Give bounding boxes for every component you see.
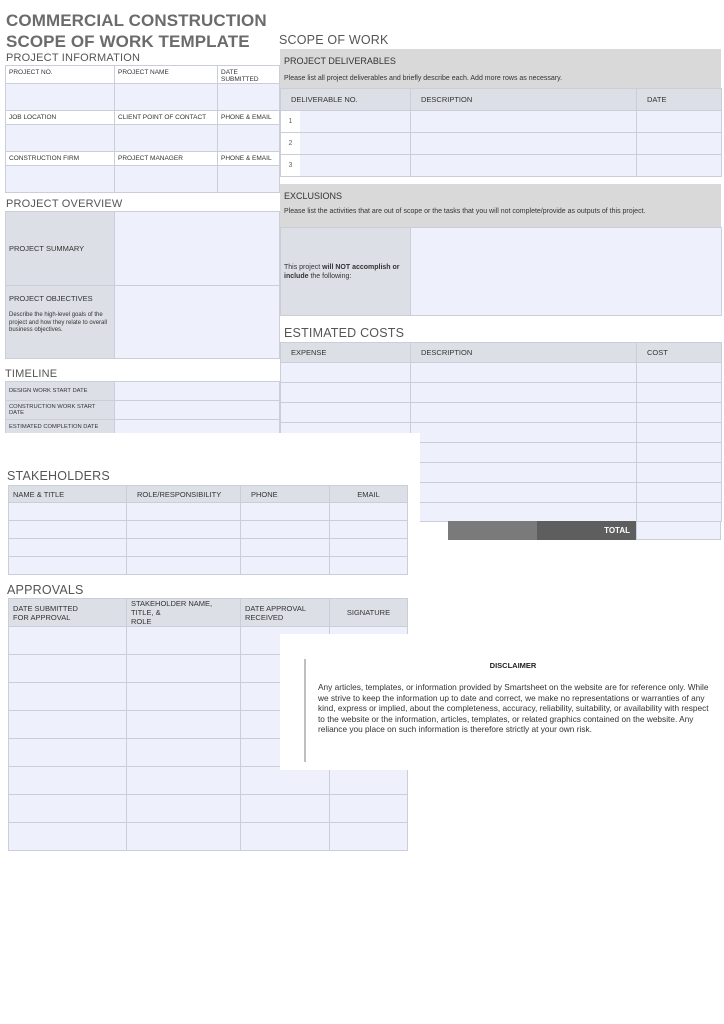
disclaimer-panel — [280, 634, 724, 770]
project-manager-field[interactable] — [115, 166, 218, 193]
deliverables-title: PROJECT DELIVERABLES — [284, 56, 396, 66]
approval-received-col-line1: DATE APPROVAL — [245, 603, 306, 613]
deliverable-date-cell[interactable] — [637, 155, 722, 177]
scope-of-work-heading: SCOPE OF WORK — [279, 33, 389, 47]
project-summary-field[interactable] — [115, 212, 280, 286]
project-manager-label: PROJECT MANAGER — [115, 152, 218, 166]
approval-stakeholder-cell[interactable] — [127, 683, 241, 711]
total-field[interactable] — [636, 521, 721, 540]
approval-stakeholder-col — [127, 599, 241, 627]
completion-date-label: ESTIMATED COMPLETION DATE — [6, 420, 115, 434]
stakeholder-name-cell[interactable] — [9, 503, 127, 521]
project-objectives-field[interactable] — [115, 286, 280, 359]
stakeholder-role-cell[interactable] — [127, 557, 241, 575]
deliverable-row-number: 3 — [281, 155, 300, 176]
document-title — [6, 10, 267, 52]
deliverable-desc-cell[interactable] — [411, 111, 637, 133]
cost-desc-cell[interactable] — [411, 383, 637, 403]
stakeholder-email-cell[interactable] — [330, 503, 408, 521]
cost-desc-cell[interactable] — [411, 363, 637, 383]
cost-desc-cell[interactable] — [411, 443, 637, 463]
exclusions-table — [280, 227, 722, 316]
estimated-costs-heading: ESTIMATED COSTS — [284, 326, 405, 340]
approval-date-col-line1: DATE SUBMITTED — [13, 603, 78, 613]
exclusions-field[interactable] — [411, 228, 722, 316]
approvals-heading: APPROVALS — [7, 583, 84, 597]
stakeholders-heading: STAKEHOLDERS — [7, 469, 110, 483]
approval-date-cell[interactable] — [9, 655, 127, 683]
approval-date-cell[interactable] — [9, 711, 127, 739]
cost-cell[interactable] — [637, 403, 722, 423]
deliverable-date-cell[interactable] — [637, 133, 722, 155]
stakeholder-email-cell[interactable] — [330, 521, 408, 539]
deliverable-desc-cell[interactable] — [411, 133, 637, 155]
construction-firm-field[interactable] — [6, 166, 115, 193]
job-location-field[interactable] — [6, 125, 115, 152]
approval-received-cell[interactable] — [241, 823, 330, 851]
date-submitted-label: DATE SUBMITTED — [218, 66, 280, 84]
cost-cell[interactable] — [637, 383, 722, 403]
exclusions-pre: This project — [284, 263, 323, 271]
exclusions-bold: will NOT accomplish or include — [284, 263, 400, 280]
project-information-table — [5, 65, 280, 193]
approval-date-cell[interactable] — [9, 767, 127, 795]
deliverable-no-cell[interactable] — [281, 155, 411, 177]
disclaimer-rule — [304, 659, 306, 762]
approval-received-col-line2: RECEIVED — [245, 612, 284, 622]
stakeholder-role-cell[interactable] — [127, 539, 241, 557]
expense-cell[interactable] — [281, 383, 411, 403]
client-phone-email-field[interactable] — [218, 125, 280, 152]
stakeholder-name-cell[interactable] — [9, 521, 127, 539]
stakeholder-phone-cell[interactable] — [241, 521, 330, 539]
stakeholders-table — [8, 485, 408, 575]
construction-start-field[interactable] — [115, 401, 280, 420]
deliverable-row-number: 2 — [281, 133, 300, 154]
exclusions-post: the following: — [308, 272, 352, 280]
deliverables-table — [280, 88, 722, 177]
deliverable-date-col: DATE — [637, 89, 722, 111]
completion-date-field[interactable] — [115, 420, 280, 434]
title-line-2: SCOPE OF WORK TEMPLATE — [6, 32, 250, 51]
project-no-field[interactable] — [6, 84, 115, 111]
construction-firm-label: CONSTRUCTION FIRM — [6, 152, 115, 166]
approval-stakeholder-cell[interactable] — [127, 655, 241, 683]
title-line-1: COMMERCIAL CONSTRUCTION — [6, 11, 267, 30]
cost-cell[interactable] — [637, 363, 722, 383]
design-start-field[interactable] — [115, 382, 280, 401]
project-objectives-desc: Describe the high-level goals of the project and how they relate to overall business objectives. — [9, 312, 108, 333]
cost-cell[interactable] — [637, 503, 722, 522]
deliverable-date-cell[interactable] — [637, 111, 722, 133]
cost-desc-cell[interactable] — [411, 463, 637, 483]
stakeholder-role-col: ROLE/RESPONSIBILITY — [127, 486, 241, 503]
cost-desc-cell[interactable] — [411, 423, 637, 443]
stakeholder-name-cell[interactable] — [9, 539, 127, 557]
stakeholder-phone-cell[interactable] — [241, 557, 330, 575]
approval-stakeholder-col-line2: ROLE — [131, 617, 152, 626]
stakeholder-name-cell[interactable] — [9, 557, 127, 575]
cost-desc-col: DESCRIPTION — [411, 343, 637, 363]
approval-date-col-line2: FOR APPROVAL — [13, 612, 71, 622]
project-no-label: PROJECT NO. — [6, 66, 115, 84]
cost-desc-cell[interactable] — [411, 503, 637, 522]
construction-start-label: CONSTRUCTION WORK START DATE — [6, 401, 115, 420]
cost-col: COST — [637, 343, 722, 363]
design-start-label: DESIGN WORK START DATE — [6, 382, 115, 401]
stakeholder-email-cell[interactable] — [330, 539, 408, 557]
timeline-table — [5, 381, 280, 434]
deliverable-desc-cell[interactable] — [411, 155, 637, 177]
total-label: TOTAL — [537, 521, 636, 540]
approval-stakeholder-col-line1: STAKEHOLDER NAME, TITLE, & — [131, 599, 213, 617]
cost-desc-cell[interactable] — [411, 483, 637, 503]
client-phone-email-label: PHONE & EMAIL — [218, 111, 280, 125]
stakeholder-email-col: EMAIL — [330, 486, 408, 503]
approval-received-cell[interactable] — [241, 795, 330, 823]
exclusions-statement — [281, 228, 411, 316]
deliverable-row-number: 1 — [281, 111, 300, 132]
cost-cell[interactable] — [637, 423, 722, 443]
total-bar-left — [448, 521, 537, 540]
expense-cell[interactable] — [281, 363, 411, 383]
exclusions-header-box — [280, 184, 721, 227]
client-contact-label: CLIENT POINT OF CONTACT — [115, 111, 218, 125]
approval-stakeholder-cell[interactable] — [127, 767, 241, 795]
approval-received-cell[interactable] — [241, 767, 330, 795]
approval-signature-col: SIGNATURE — [330, 599, 408, 627]
approval-signature-cell[interactable] — [330, 767, 408, 795]
date-submitted-field[interactable] — [218, 84, 280, 111]
job-location-label: JOB LOCATION — [6, 111, 115, 125]
stakeholder-role-cell[interactable] — [127, 503, 241, 521]
deliverables-header-box — [280, 49, 721, 88]
project-name-field[interactable] — [115, 84, 218, 111]
stakeholder-phone-col: PHONE — [241, 486, 330, 503]
expense-cell[interactable] — [281, 403, 411, 423]
project-overview-table — [5, 211, 280, 359]
approval-stakeholder-cell[interactable] — [127, 823, 241, 851]
approval-received-col — [241, 599, 330, 627]
cost-cell[interactable] — [637, 483, 722, 503]
project-objectives-cell — [6, 286, 115, 359]
approval-signature-cell[interactable] — [330, 795, 408, 823]
cost-desc-cell[interactable] — [411, 403, 637, 423]
client-contact-field[interactable] — [115, 125, 218, 152]
approval-date-cell[interactable] — [9, 683, 127, 711]
approval-date-cell[interactable] — [9, 795, 127, 823]
approval-stakeholder-cell[interactable] — [127, 627, 241, 655]
project-information-heading: PROJECT INFORMATION — [6, 52, 141, 64]
exclusions-instructions: Please list the activities that are out of scope or the tasks that you will not complete/provide as outputs of this project. — [284, 208, 646, 215]
manager-phone-email-label: PHONE & EMAIL — [218, 152, 280, 166]
cost-cell[interactable] — [637, 443, 722, 463]
deliverable-no-cell[interactable] — [281, 111, 411, 133]
approval-date-cell[interactable] — [9, 823, 127, 851]
stakeholder-phone-cell[interactable] — [241, 539, 330, 557]
disclaimer-title: DISCLAIMER — [489, 661, 537, 670]
stakeholder-phone-cell[interactable] — [241, 503, 330, 521]
timeline-heading: TIMELINE — [5, 368, 58, 380]
project-name-label: PROJECT NAME — [115, 66, 218, 84]
approval-stakeholder-cell[interactable] — [127, 711, 241, 739]
deliverables-instructions: Please list all project deliverables and briefly describe each. Add more rows as necessary. — [284, 75, 563, 82]
expense-col: EXPENSE — [281, 343, 411, 363]
approval-stakeholder-cell[interactable] — [127, 795, 241, 823]
approval-signature-cell[interactable] — [330, 823, 408, 851]
approval-stakeholder-cell[interactable] — [127, 739, 241, 767]
approval-date-col — [9, 599, 127, 627]
approval-date-cell[interactable] — [9, 627, 127, 655]
manager-phone-email-field[interactable] — [218, 166, 280, 193]
deliverable-desc-col: DESCRIPTION — [411, 89, 637, 111]
disclaimer-text: Any articles, templates, or information provided by Smartsheet on the website are for reference only. While we strive to keep the information up to date and correct, we make no representations or warranties of any kind, express or implied, about the completeness, accuracy, reliability, suitability, or availability with respect to the website or the information, articles, templates, or related graphics contained on the website. Any reliance you place on such information is therefore strictly at your own risk. — [318, 682, 709, 735]
stakeholder-email-cell[interactable] — [330, 557, 408, 575]
stakeholder-name-col: NAME & TITLE — [9, 486, 127, 503]
cost-cell[interactable] — [637, 463, 722, 483]
stakeholder-role-cell[interactable] — [127, 521, 241, 539]
exclusions-title: EXCLUSIONS — [284, 191, 343, 201]
deliverable-no-col: DELIVERABLE NO. — [281, 89, 411, 111]
deliverable-no-cell[interactable] — [281, 133, 411, 155]
project-overview-heading: PROJECT OVERVIEW — [6, 198, 123, 210]
project-summary-label: PROJECT SUMMARY — [6, 212, 115, 286]
project-objectives-label: PROJECT OBJECTIVES — [9, 294, 93, 303]
approval-date-cell[interactable] — [9, 739, 127, 767]
